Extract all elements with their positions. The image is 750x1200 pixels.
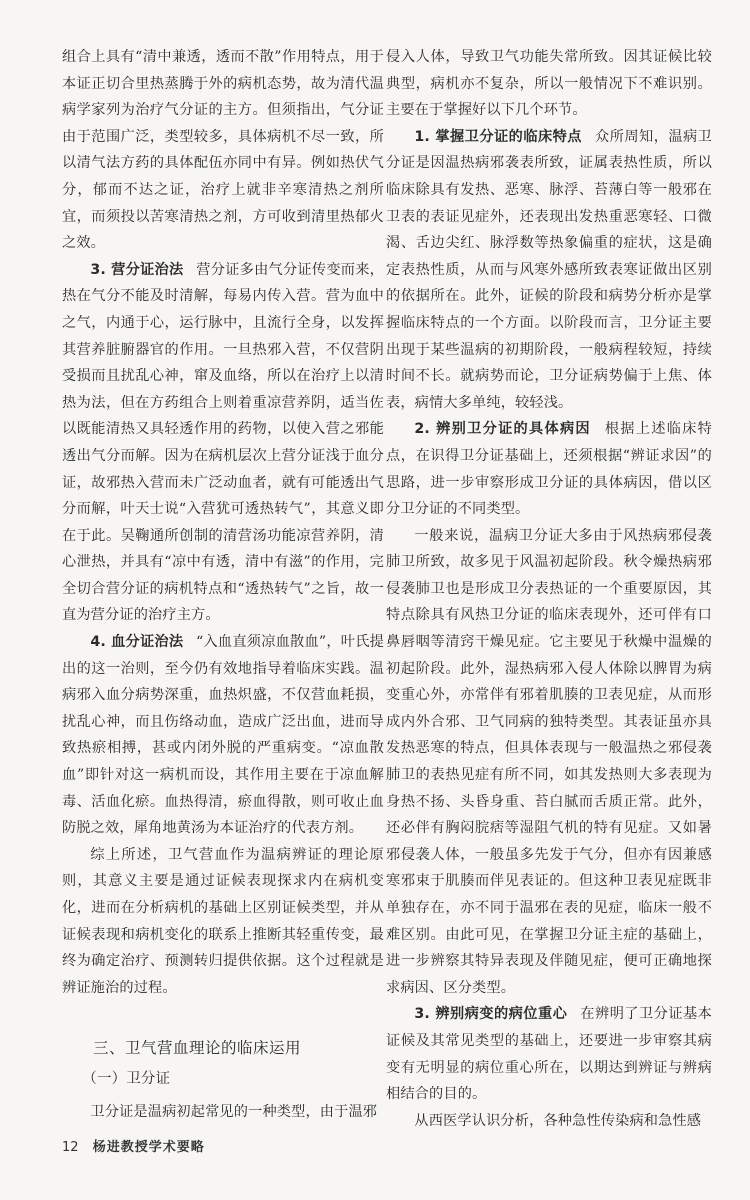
paragraph: 卫分证是温病初起常见的一种类型，由于温邪	[90, 1103, 378, 1120]
paragraph: 从西医学认识分析，各种急性传染病和急性感	[414, 1112, 702, 1129]
left-column	[62, 44, 384, 1125]
paragraph	[386, 124, 712, 417]
paragraph-heading: 3. 营分证治法	[90, 261, 184, 278]
paragraph	[62, 629, 384, 842]
page-footer	[62, 1136, 205, 1155]
paragraph-body: 根据上述临床特点，在识得卫分证基础上，还须根据“辨证求因”的思路，进一步审察形成卫分证的具体病因，借以区分卫分证的不同类型。	[386, 421, 712, 518]
paragraph-heading: 4. 血分证治法	[90, 634, 184, 651]
page-number: 12	[62, 1140, 79, 1155]
paragraph-body: 众所周知，温病卫分证是因温热病邪袭表所致，证属表热性质，所以临床除具有发热、恶寒、脉浮、苔薄白等一般邪在卫表的表证见症外，还表现出发热重恶寒轻、口微渴、舌边尖红、脉浮数等热象偏重的症状，这是确定表热性质，从而与风寒外感所致表寒证做出区别的依据所在。此外，证候的阶段和病势分析亦是掌握临床特点的一个方面。以阶段而言，卫分证主要出现于某些温病的初期阶段，一般病程较短，持续时间不长。就病势而论，卫分证病势偏于上焦、体表，病情大多单纯，较轻浅。	[386, 128, 713, 411]
paragraph: 侵入人体，导致卫气功能失常所致。因其证候比较典型，病机亦不复杂，所以一般情况下不难识别。主要在于掌握好以下几个环节。	[386, 49, 712, 119]
paragraph: 组合上具有“清中兼透，透而不散”作用特点，用于本证正切合里热蒸腾于外的病机态势，故为清代温病学家列为治疗气分证的主方。但须指出，气分证由于范围广泛，类型较多，具体病机不尽一致，所以清气法方药的具体配伍亦同中有异。例如热伏气分，郁而不达之证，治疗上就非辛寒清热之剂所宜，而须投以苦寒清热之剂，方可收到清里热郁火之效。	[62, 49, 384, 252]
paragraph-body: 在辨明了卫分证基本证候及其常见类型的基础上，还要进一步审察其病变有无明显的病位重心所在，以期达到辨证与辨病相结合的目的。	[386, 1006, 712, 1103]
running-title: 杨进教授学术要略	[92, 1140, 205, 1155]
paragraph-body: “入血直须凉血散血”，叶氏提出的这一治则，至今仍有效地指导着临床实践。温病邪入血分病势深重，血热炽盛，不仅营血耗损，扰乱心神，而且伤络动血，造成广泛出血，进而导致热瘀相搏，甚或内闭外脱的严重病变。“凉血散血”即针对这一病机而设，其作用主要在于凉血解毒、活血化瘀。血热得清，瘀血得散，则可收止血防脱之效，犀角地黄汤为本证治疗的代表方剂。	[62, 634, 384, 837]
paragraph-body: 营分证多由气分证传变而来，热在气分不能及时清解，每易内传入营。营为血中之气，内通于心，运行脉中，且流行全身，以发挥其营养脏腑器官的作用。一旦热邪入营，不仅营阴受损而且扰乱心神，窜及血络，所以在治疗上以清热为法，但在方药组合上则着重凉营养阴，适当佐以既能清热又具轻透作用的药物，以使入营之邪能透出气分而解。因为在病机层次上营分证浅于血分证，故邪热入营而未广泛动血者，就有可能透出气分而解，叶天士说“入营犹可透热转气”，其意义即在于此。吴鞠通所创制的清营汤功能凉营养阴，清心泄热，并具有“凉中有透，清中有滋”的作用，完全切合营分证的病机特点和“透热转气”之旨，故一直为营分证的治疗主方。	[62, 261, 385, 624]
paragraph-heading: 3. 辨别病变的病位重心	[414, 1006, 568, 1023]
paragraph	[386, 1001, 712, 1107]
sub-section-title: （一）卫分证	[82, 1070, 171, 1087]
paragraph-heading: 2. 辨别卫分证的具体病因	[414, 421, 591, 438]
paragraph: 一般来说，温病卫分证大多由于风热病邪侵袭肺卫所致，故多见于风温初起阶段。秋令燥热病邪侵袭肺卫也是形成卫分表热证的一个重要原因，其特点除具有风热卫分证的临床表现外，还可伴有口鼻唇咽等清窍干燥见症。它主要见于秋燥中温燥的初起阶段。此外，湿热病邪入侵人体除以脾胃为病变重心外，亦常伴有邪着肌腠的卫表见症，从而形成内外合邪、卫气同病的独特类型。其表证虽亦具发热恶寒的特点，但具体表现与一般温热之邪侵袭肺卫的表热见症有所不同，如其发热则大多表现为身热不扬、头昏身重、苔白腻而舌质正常。此外，还必伴有胸闷脘痞等湿阻气机的特有见症。又如暑邪侵袭人体，一般虽多先发于气分，但亦有因兼感寒邪束于肌腠而伴见表证的。但这种卫表见症既非单独存在，亦不同于温邪在表的见症，临床一般不难区别。由此可见，在掌握卫分证主症的基础上，进一步辨察其特异表现及伴随见症，便可正确地探求病因、区分类型。	[386, 527, 712, 996]
paragraph-heading: 1. 掌握卫分证的临床特点	[414, 128, 582, 145]
paragraph: 综上所述，卫气营血作为温病辨证的理论原则，其意义主要是通过证候表现探求内在病机变化，进而在分析病机的基础上区别证候类型，并从证候表现和病机变化的联系上推断其轻重传变，最终为确定治疗、预测转归提供依据。这个过程就是辨证施治的过程。	[62, 846, 384, 996]
section-title: 三、卫气营血理论的临床运用	[93, 1039, 302, 1058]
paragraph	[62, 257, 384, 629]
right-column	[386, 44, 712, 1134]
paragraph	[386, 416, 712, 522]
